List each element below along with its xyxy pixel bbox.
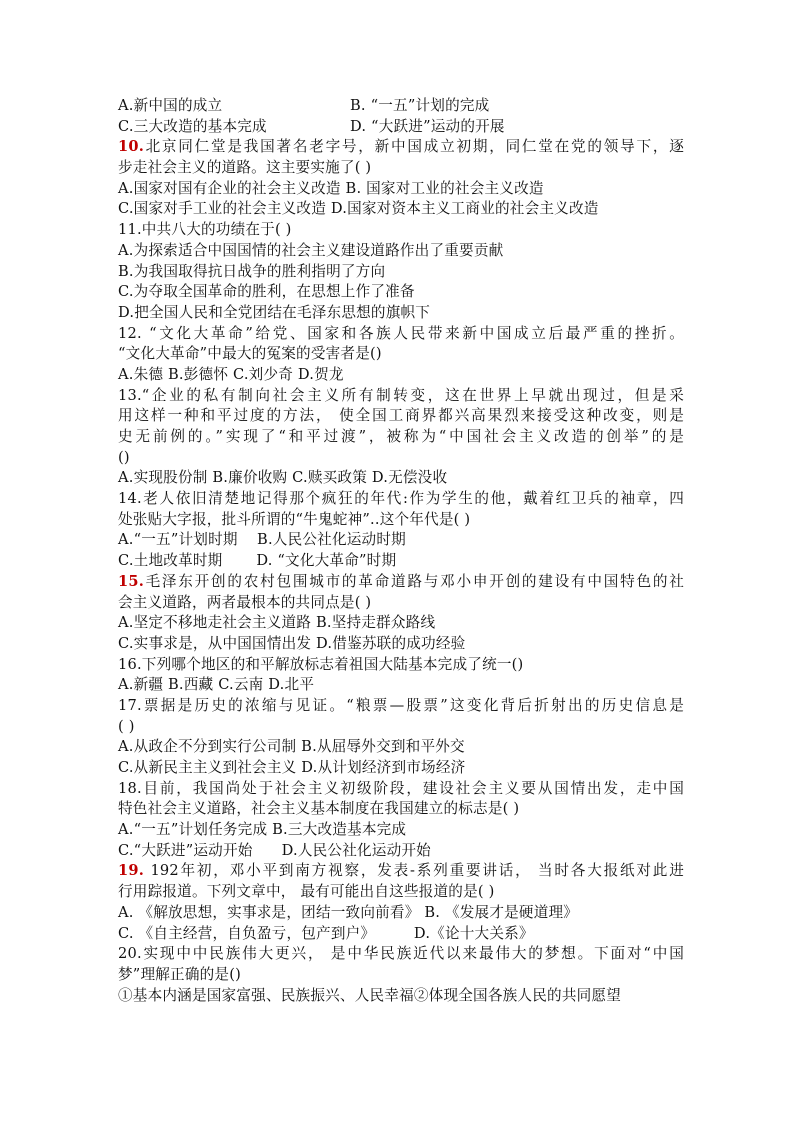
q13-options: A.实现股份制 B.廉价收购 C.赎买政策 D.无偿没收 bbox=[118, 469, 448, 487]
q19-options-cd: C. 《自主经营，自负盈亏，包产到户》 D.《论十大关系》 bbox=[118, 924, 534, 942]
q15-stem-line1 bbox=[118, 572, 684, 593]
q10-stem-line2: 步走社会主义的道路。这主要实施了( ) bbox=[118, 159, 372, 177]
q15-stem-line2: 会主义道路，两者最根本的共同点是( ) bbox=[118, 593, 372, 611]
q16-stem: 16.下列哪个地区的和平解放标志着祖国大陆基本完成了统一() bbox=[118, 655, 524, 673]
q15-number: 15. bbox=[118, 572, 144, 590]
q17-options-ab: A.从政企不分到实行公司制 B.从屈辱外交到和平外交 bbox=[118, 738, 465, 756]
q10-number: 10. bbox=[118, 138, 144, 156]
q14-options-cd: C.土地改革时期 D. “文化大革命”时期 bbox=[118, 552, 397, 570]
q18-stem-line2: 特色社会主义道路，社会主义基本制度在我国建立的标志是( ) bbox=[118, 800, 520, 818]
q18-stem-line1: 18.目前，我国尚处于社会主义初级阶段，建设社会主义要从国情出发，走中国 bbox=[118, 779, 684, 797]
q15-options-ab: A.坚定不移地走社会主义道路 B.坚持走群众路线 bbox=[118, 614, 436, 632]
q19-stem-line2: 行用踪报道。下列文章中， 最有可能出自这些报道的是( ) bbox=[118, 883, 495, 901]
q20-stem-line2: 梦”理解正确的是() bbox=[118, 965, 242, 983]
exam-document bbox=[118, 96, 684, 1006]
q19-text-1: 192年初，邓小平到南方视察，发表-系列重要讲话， 当时各大报纸对此进 bbox=[144, 862, 684, 880]
q16-options: A.新疆 B.西藏 C.云南 D.北平 bbox=[118, 676, 315, 694]
q9-option-a: A.新中国的成立 bbox=[118, 97, 223, 114]
q15-options-cd: C.实事求是，从中国国情出发 D.借鉴苏联的成功经验 bbox=[118, 634, 466, 652]
q13-stem-line3: 史无前例的。”实现了“和平过渡”，被称为“中国社会主义改造的创举”的是 bbox=[118, 428, 684, 445]
q10-stem-line1 bbox=[118, 137, 684, 158]
q18-options-cd: C.“大跃进”运动开始 D.人民公社化运动开始 bbox=[118, 841, 431, 859]
q13-stem-line1: 13.“企业的私有制向社会主义所有制转变，这在世界上早就出现过，但是采 bbox=[118, 386, 684, 404]
q19-number: 19. bbox=[118, 862, 144, 880]
q18-options-ab: A.“一五”计划任务完成 B.三大改造基本完成 bbox=[118, 821, 407, 839]
q14-options-ab: A.“一五”计划时期 B.人民公社化运动时期 bbox=[118, 531, 406, 549]
q12-stem-line2: “文化大革命”中最大的冤案的受害者是() bbox=[118, 345, 382, 363]
q11-stem: 11.中共八大的功绩在于( ) bbox=[118, 221, 292, 239]
q10-options-cd: C.国家对手工业的社会主义改造 D.国家对资本主义工商业的社会主义改造 bbox=[118, 200, 599, 218]
q11-option-b: B.为我国取得抗日战争的胜利指明了方向 bbox=[118, 262, 386, 280]
q11-option-a: A.为探索适合中国国情的社会主义建设道路作出了重要贡献 bbox=[118, 241, 504, 259]
q19-options-ab: A. 《解放思想，实事求是，团结一致向前看》 B. 《发展才是硬道理》 bbox=[118, 903, 579, 921]
q13-stem-line2: 用这样一种和平过度的方法， 使全国工商界都兴高果烈来接受这种改变，则是 bbox=[118, 407, 684, 425]
q11-option-d: D.把全国人民和全党团结在毛泽东思想的旗帜下 bbox=[118, 303, 431, 321]
q11-option-c: C.为夺取全国革命的胜利，在思想上作了准备 bbox=[118, 283, 415, 301]
q17-stem-line1: 17.票据是历史的浓缩与见证。“粮票—股票”这变化背后折射出的历史信息是 bbox=[118, 696, 684, 714]
q9-option-d: D. “大跃进”运动的开展 bbox=[350, 117, 505, 135]
q13-stem-line4: () bbox=[118, 448, 130, 466]
q12-stem-line1: 12. “文化大革命”给党、国家和各族人民带来新中国成立后最严重的挫折。 bbox=[118, 324, 684, 342]
q17-options-cd: C.从新民主主义到社会主义 D.从计划经济到市场经济 bbox=[118, 759, 466, 776]
q9-options-cd bbox=[118, 117, 684, 138]
q14-stem-line1: 14.老人依旧清楚地记得那个疯狂的年代:作为学生的他，戴着红卫兵的袖章，四 bbox=[118, 490, 684, 508]
q12-options: A.朱德 B.彭德怀 C.刘少奇 D.贺龙 bbox=[118, 365, 344, 383]
q9-options-ab bbox=[118, 96, 684, 117]
q20-stem-line3: ①基本内涵是国家富强、民族振兴、人民幸福②体现全国各族人民的共同愿望 bbox=[118, 986, 621, 1004]
q14-stem-line2: 处张贴大字报，批斗所谓的“牛鬼蛇神”..这个年代是( ) bbox=[118, 510, 471, 528]
q15-text-1: 毛泽东开创的农村包围城市的革命道路与邓小申开创的建设有中国特色的社 bbox=[144, 572, 684, 590]
q9-option-b: B. “一五”计划的完成 bbox=[350, 97, 490, 114]
q10-text-1: 北京同仁堂是我国著名老字号，新中国成立初期，同仁堂在党的领导下，逐 bbox=[144, 138, 684, 156]
q17-stem-line2: ( ) bbox=[118, 717, 135, 735]
q19-stem-line1 bbox=[118, 861, 684, 882]
q20-stem-line1: 20.实现中中民族伟大更兴， 是中华民族近代以来最伟大的梦想。下面对“中国 bbox=[118, 945, 684, 963]
q10-options-ab: A.国家对国有企业的社会主义改造 B. 国家对工业的社会主义改造 bbox=[118, 179, 544, 197]
q9-option-c: C.三大改造的基本完成 bbox=[118, 117, 267, 135]
